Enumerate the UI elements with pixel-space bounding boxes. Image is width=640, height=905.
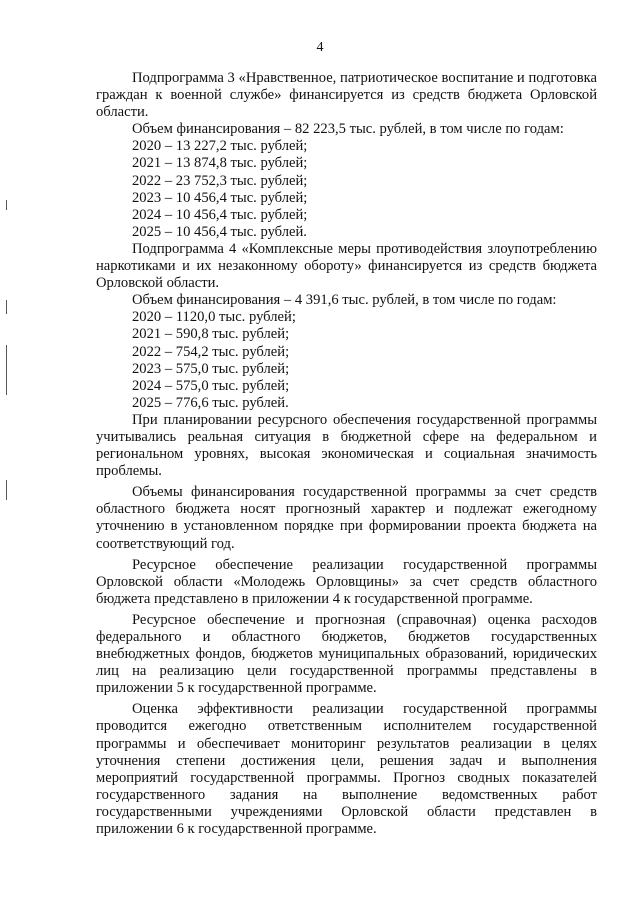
paragraph-resource-estimate: Ресурсное обеспечение и прогнозная (справочная) оценка расходов федерального и областного бюджетов, бюджетов государственных внебюджетных фондов, бюджетов муниципальных образований, юридических лиц на реализацию цели государственной программы представлены в приложении 5 к государственной программе. (96, 611, 597, 697)
scan-margin-mark (6, 300, 7, 314)
paragraph-funding-volumes: Объемы финансирования государственной программы за счет средств областного бюджета носят прогнозный характер и подлежат ежегодному уточнению в установленном порядке при формировании проекта бюджета на соответствующий год. (96, 484, 597, 552)
funding-year-2025-sub4: 2025 – 776,6 тыс. рублей. (132, 394, 289, 411)
scan-margin-mark (6, 480, 7, 500)
funding-year-2024-sub4: 2024 – 575,0 тыс. рублей; (132, 377, 290, 394)
funding-year-2020-sub3: 2020 – 13 227,2 тыс. рублей; (132, 138, 308, 155)
funding-year-2022-sub4: 2022 – 754,2 тыс. рублей; (132, 343, 290, 360)
funding-year-2023-sub3: 2023 – 10 456,4 тыс. рублей; (132, 189, 308, 206)
paragraph-resource-provision: Ресурсное обеспечение реализации государственной программы Орловской области «Молодежь Орловщины» за счет средств областного бюджета представлено в приложении 4 к государственной программе. (96, 556, 597, 607)
funding-year-2021-sub4: 2021 – 590,8 тыс. рублей; (132, 326, 290, 343)
page-number: 4 (316, 40, 324, 55)
paragraph-efficiency-evaluation: Оценка эффективности реализации государственной программы проводится ежегодно ответственным исполнителем государственной программы и обеспечивает мониторинг результатов реализации в целях уточнения степени достижения цели, решения задач и выполнения мероприятий государственной программы. Прогноз сводных показателей государственного задания на выполнение ведомственных работ государственными учреждениями Орловской области представлен в приложении 6 к государственной программе. (96, 701, 597, 838)
paragraph-subprogram-4: Подпрограмма 4 «Комплексные меры противодействия злоупотреблению наркотиками и их незаконному обороту» финансируется из средств бюджета Орловской области. (96, 240, 597, 292)
scan-margin-mark (6, 345, 7, 395)
paragraph-subprogram-3: Подпрограмма 3 «Нравственное, патриотическое воспитание и подготовка граждан к военной службе» финансируется из средств бюджета Орловской области. (96, 70, 597, 121)
funding-year-2020-sub4: 2020 – 1120,0 тыс. рублей; (132, 309, 296, 326)
paragraph-planning: При планировании ресурсного обеспечения государственной программы учитывались реальная ситуация в бюджетной сфере на федеральном и региональном уровнях, высокая экономическая и социальная значимость проблемы. (96, 411, 597, 480)
funding-year-2025-sub3: 2025 – 10 456,4 тыс. рублей. (132, 223, 307, 240)
funding-year-2023-sub4: 2023 – 575,0 тыс. рублей; (132, 360, 290, 377)
funding-year-2022-sub3: 2022 – 23 752,3 тыс. рублей; (132, 172, 308, 189)
document-body (96, 70, 597, 838)
scan-margin-mark (6, 200, 7, 210)
funding-total-3: Объем финансирования – 82 223,5 тыс. рублей, в том числе по годам: (132, 121, 564, 138)
funding-total-4: Объем финансирования – 4 391,6 тыс. рублей, в том числе по годам: (132, 292, 557, 309)
funding-year-2021-sub3: 2021 – 13 874,8 тыс. рублей; (132, 155, 308, 172)
funding-year-2024-sub3: 2024 – 10 456,4 тыс. рублей; (132, 206, 308, 223)
